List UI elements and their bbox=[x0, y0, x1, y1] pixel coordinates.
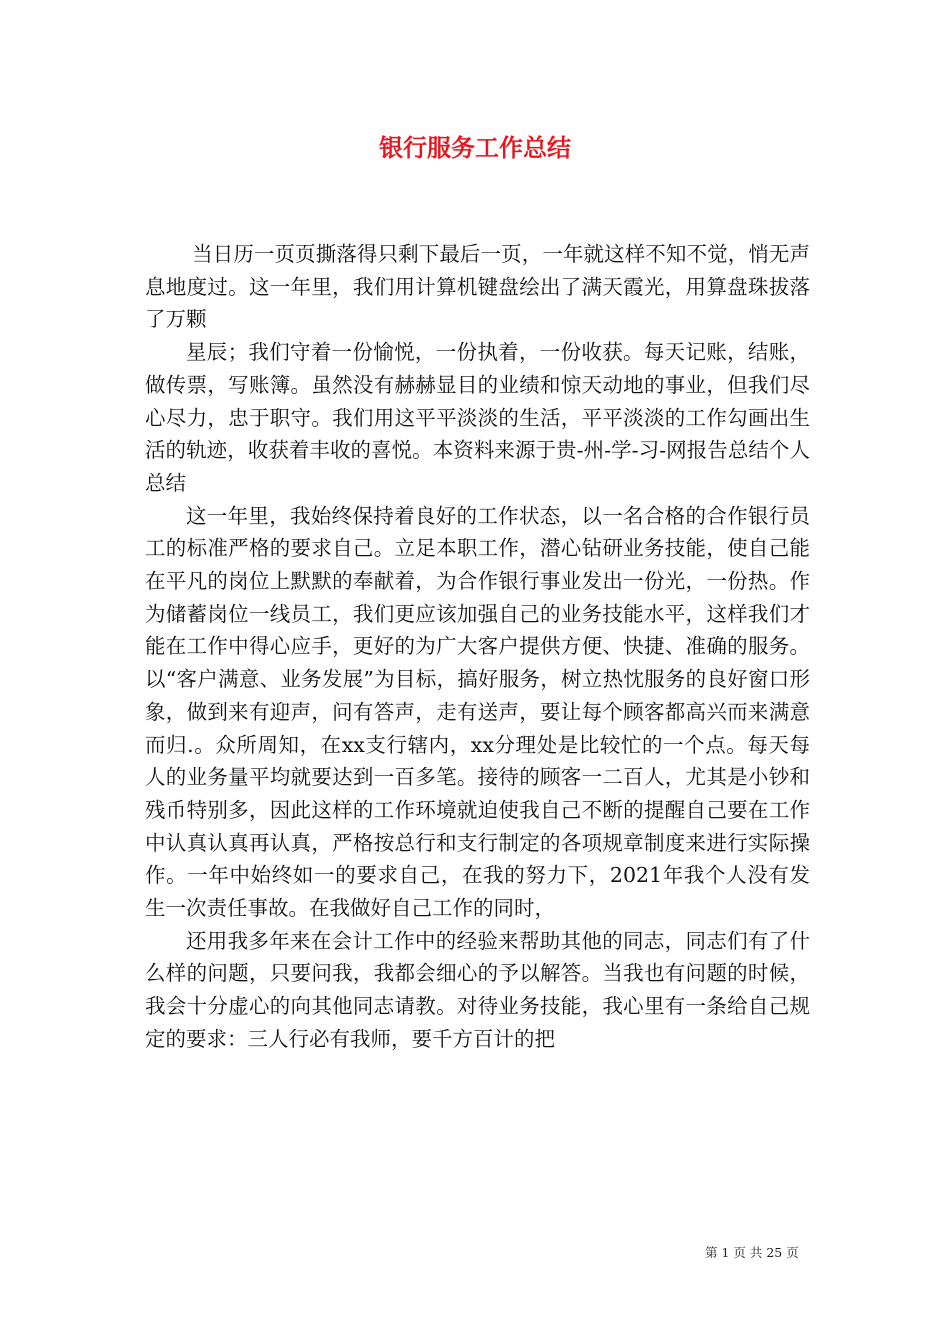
paragraph-3: 这一年里，我始终保持着良好的工作状态，以一名合格的合作银行员工的标准严格的要求自己。立足本职工作，潜心钻研业务技能，使自己能在平凡的岗位上默默的奉献着，为合作银行事业发出一份光，一份热。作为储蓄岗位一线员工，我们更应该加强自己的业务技能水平，这样我们才能在工作中得心应手，更好的为广大客户提供方便、快捷、准确的服务。以“客户满意、业务发展”为目标，搞好服务，树立热忱服务的良好窗口形象，做到来有迎声，问有答声，走有送声，要让每个顾客都高兴而来满意而归.。众所周知，在xx支行辖内，xx分理处是比较忙的一个点。每天每人的业务量平均就要达到一百多笔。接待的顾客一二百人，尤其是小钞和残币特别多，因此这样的工作环境就迫使我自己不断的提醒自己要在工作中认真认真再认真，严格按总行和支行制定的各项规章制度来进行实际操作。一年中始终如一的要求自己，在我的努力下，2021年我个人没有发生一次责任事故。在我做好自己工作的同时， bbox=[145, 503, 810, 921]
page-number-footer: 第 1 页 共 25 页 bbox=[705, 1245, 799, 1260]
paragraph-4: 还用我多年来在会计工作中的经验来帮助其他的同志，同志们有了什么样的问题，只要问我，我都会细心的予以解答。当我也有问题的时候，我会十分虚心的向其他同志请教。对待业务技能，我心里有一条给自己规定的要求：三人行必有我师，要千方百计的把 bbox=[145, 928, 810, 1051]
paragraph-1: 当日历一页页撕落得只剩下最后一页，一年就这样不知不觉，悄无声息地度过。这一年里，我们用计算机键盘绘出了满天霞光，用算盘珠拔落了万颗 bbox=[145, 242, 810, 332]
paragraph-2: 星辰；我们守着一份愉悦，一份执着，一份收获。每天记账，结账，做传票，写账簿。虽然没有赫赫显目的业绩和惊天动地的事业，但我们尽心尽力，忠于职守。我们用这平平淡淡的生活，平平淡淡的工作勾画出生活的轨迹，收获着丰收的喜悦。本资料来源于贵-州-学-习-网报告总结个人总结 bbox=[145, 340, 810, 495]
document-title: 银行服务工作总结 bbox=[379, 133, 571, 162]
document-body bbox=[145, 238, 810, 1056]
